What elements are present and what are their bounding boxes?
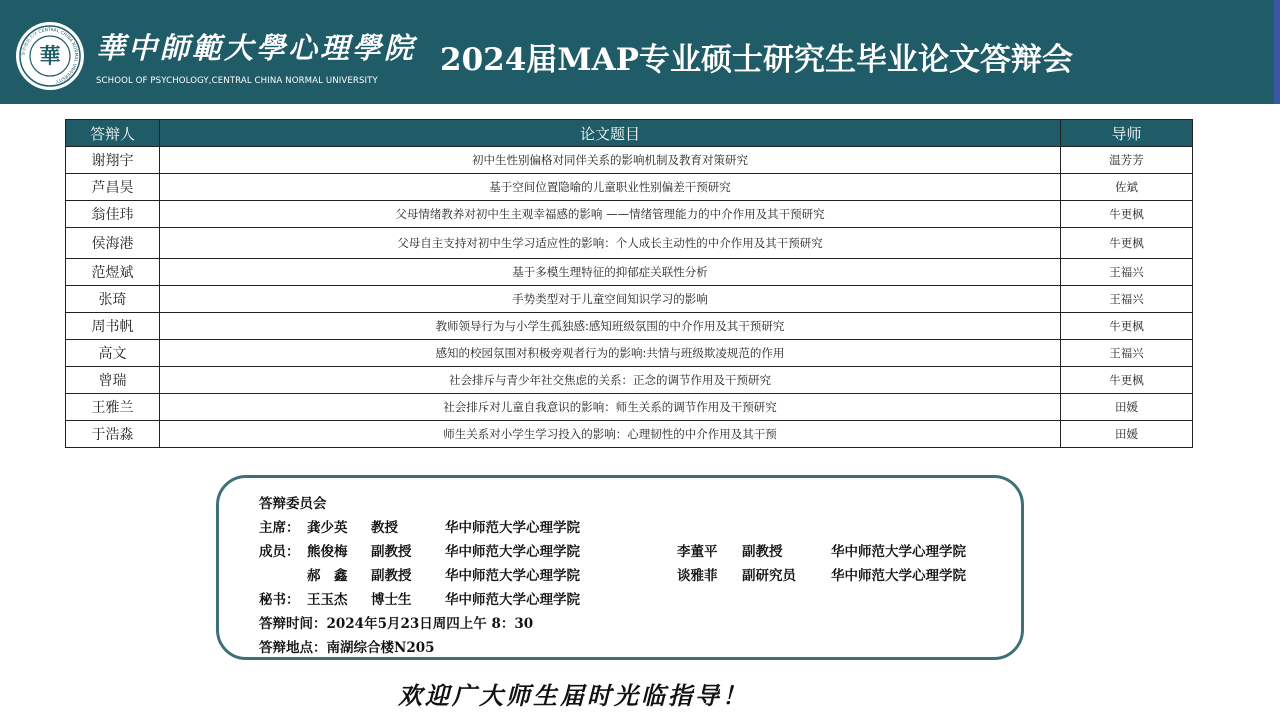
member-org: 华中师范大学心理学院 [831,544,966,560]
column-header-advisor: 导师 [1061,120,1193,147]
thesis-title: 父母情绪教养对初中生主观幸福感的影响 ——情绪管理能力的中介作用及其干预研究 [160,201,1061,228]
thesis-title: 师生关系对小学生学习投入的影响：心理韧性的中介作用及其干预 [160,421,1061,448]
member-org: 华中师范大学心理学院 [831,568,966,584]
chair-org: 华中师范大学心理学院 [445,520,580,536]
school-name: 華中師範大學心理學院 [96,31,417,65]
defender-name: 侯海港 [66,228,160,259]
defender-name: 于浩淼 [66,421,160,448]
emblem-ring-text: 华中师范大学 CENTRAL CHINA NORMAL UNIVERSITY [21,27,79,84]
defender-name: 周书帆 [66,313,160,340]
table-row [66,367,1193,394]
defense-schedule-table [65,119,1193,448]
defender-name: 范煜斌 [66,259,160,286]
committee-heading: 答辩委员会 [259,496,327,512]
university-emblem-icon [14,20,86,92]
advisor-name: 牛更枫 [1061,228,1193,259]
table-row [66,228,1193,259]
column-header-thesis-title: 论文题目 [160,120,1061,147]
defense-committee-box [216,475,1024,660]
advisor-name: 王福兴 [1061,259,1193,286]
table-header-row [66,120,1193,147]
member-title: 副研究员 [742,568,796,584]
column-header-defender: 答辩人 [66,120,160,147]
defender-name: 高文 [66,340,160,367]
page-title: 2024届MAP专业硕士研究生毕业论文答辩会 [440,42,1073,78]
emblem-character: 華 [39,43,61,68]
table-row [66,286,1193,313]
defender-name: 谢翔宇 [66,147,160,174]
member-title: 副教授 [371,568,412,584]
table-row [66,259,1193,286]
member-title: 副教授 [742,544,783,560]
chair-name: 龚少英 [307,520,348,536]
thesis-title: 感知的校园氛围对积极旁观者行为的影响:共情与班级欺凌规范的作用 [160,340,1061,367]
secretary-org: 华中师范大学心理学院 [445,592,580,608]
defense-time: 答辩时间：2024年5月23日周四上午 8：30 [259,616,534,632]
member-org: 华中师范大学心理学院 [445,544,580,560]
member-name: 郝 鑫 [307,568,348,584]
secretary-name: 王玉杰 [307,592,348,608]
table-row [66,340,1193,367]
table-row [66,201,1193,228]
thesis-title: 基于多模生理特征的抑郁症关联性分析 [160,259,1061,286]
defender-name: 翁佳玮 [66,201,160,228]
chair-title: 教授 [371,520,398,536]
thesis-title: 手势类型对于儿童空间知识学习的影响 [160,286,1061,313]
secretary-title: 博士生 [371,592,412,608]
header-accent-bar [1274,0,1280,104]
advisor-name: 田媛 [1061,421,1193,448]
school-subtitle: SCHOOL OF PSYCHOLOGY,CENTRAL CHINA NORMAL UNIVERSITY [96,76,378,86]
advisor-name: 牛更枫 [1061,313,1193,340]
table-row [66,421,1193,448]
thesis-title: 父母自主支持对初中生学习适应性的影响：个人成长主动性的中介作用及其干预研究 [160,228,1061,259]
defender-name: 曾瑞 [66,367,160,394]
thesis-title: 社会排斥与青少年社交焦虑的关系：正念的调节作用及干预研究 [160,367,1061,394]
member-name: 熊俊梅 [307,544,348,560]
thesis-title: 社会排斥对儿童自我意识的影响：师生关系的调节作用及干预研究 [160,394,1061,421]
member-name: 李董平 [677,544,718,560]
defender-name: 芦昌昊 [66,174,160,201]
welcome-message: 欢迎广大师生届时光临指导！ [398,681,749,710]
advisor-name: 牛更枫 [1061,367,1193,394]
member-title: 副教授 [371,544,412,560]
thesis-title: 初中生性别偏格对同伴关系的影响机制及教育对策研究 [160,147,1061,174]
chair-label: 主席： [259,520,300,536]
defense-place: 答辩地点：南湖综合楼N205 [259,640,435,656]
member-name: 谈雅菲 [677,568,718,584]
advisor-name: 佐斌 [1061,174,1193,201]
member-org: 华中师范大学心理学院 [445,568,580,584]
header-banner [0,0,1274,104]
advisor-name: 牛更枫 [1061,201,1193,228]
thesis-title: 教师领导行为与小学生孤独感:感知班级氛围的中介作用及其干预研究 [160,313,1061,340]
advisor-name: 王福兴 [1061,340,1193,367]
secretary-label: 秘书： [259,592,300,608]
thesis-title: 基于空间位置隐喻的儿童职业性别偏差干预研究 [160,174,1061,201]
table-row [66,147,1193,174]
table-row [66,313,1193,340]
advisor-name: 温芳芳 [1061,147,1193,174]
defender-name: 王雅兰 [66,394,160,421]
members-label: 成员： [259,544,300,560]
defender-name: 张琦 [66,286,160,313]
table-row [66,174,1193,201]
advisor-name: 王福兴 [1061,286,1193,313]
table-row [66,394,1193,421]
advisor-name: 田媛 [1061,394,1193,421]
